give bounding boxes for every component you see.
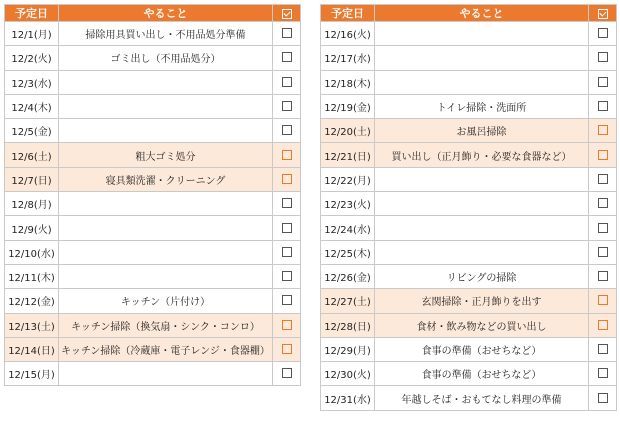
task-cell: キッチン掃除（冷蔵庫・電子レンジ・食器棚）	[59, 337, 273, 361]
check-cell	[589, 70, 617, 94]
table-row	[5, 167, 301, 191]
date-cell: 12/30(火)	[321, 362, 375, 386]
task-cell	[59, 216, 273, 240]
check-cell	[589, 240, 617, 264]
date-cell: 12/9(火)	[5, 216, 59, 240]
check-cell	[589, 362, 617, 386]
checkbox[interactable]	[598, 150, 608, 160]
checkbox[interactable]	[598, 368, 608, 378]
checkbox[interactable]	[598, 52, 608, 62]
table-row	[5, 192, 301, 216]
task-cell: トイレ掃除・洗面所	[375, 94, 589, 118]
task-cell: 寝具類洗濯・クリーニング	[59, 167, 273, 191]
check-cell	[589, 22, 617, 46]
task-cell: 食事の準備（おせちなど）	[375, 337, 589, 361]
table-row	[321, 22, 617, 46]
task-cell	[375, 240, 589, 264]
checkbox[interactable]	[282, 101, 292, 111]
date-cell: 12/12(金)	[5, 289, 59, 313]
checkbox[interactable]	[598, 393, 608, 403]
checkbox[interactable]	[282, 52, 292, 62]
check-cell	[589, 216, 617, 240]
check-cell	[273, 289, 301, 313]
task-cell: リビングの掃除	[375, 264, 589, 288]
task-cell	[375, 46, 589, 70]
check-cell	[273, 313, 301, 337]
task-cell: 掃除用具買い出し・不用品処分準備	[59, 22, 273, 46]
task-cell: 食事の準備（おせちなど）	[375, 362, 589, 386]
table-row	[5, 22, 301, 46]
table-row	[321, 216, 617, 240]
table-row	[321, 264, 617, 288]
table-row	[321, 143, 617, 167]
table-row	[321, 167, 617, 191]
table-row	[5, 119, 301, 143]
checkbox[interactable]	[598, 174, 608, 184]
date-cell: 12/31(水)	[321, 386, 375, 410]
check-cell	[273, 94, 301, 118]
date-cell: 12/28(日)	[321, 313, 375, 337]
date-cell: 12/1(月)	[5, 22, 59, 46]
checkmark-icon	[282, 9, 292, 19]
date-cell: 12/17(水)	[321, 46, 375, 70]
checkbox[interactable]	[282, 198, 292, 208]
checkbox[interactable]	[282, 150, 292, 160]
date-cell: 12/7(日)	[5, 167, 59, 191]
task-cell: 食材・飲み物などの買い出し	[375, 313, 589, 337]
table-row	[5, 240, 301, 264]
checkbox[interactable]	[598, 28, 608, 38]
task-cell	[59, 119, 273, 143]
date-cell: 12/23(火)	[321, 192, 375, 216]
date-cell: 12/8(月)	[5, 192, 59, 216]
table-row	[5, 46, 301, 70]
task-cell	[59, 264, 273, 288]
checkbox[interactable]	[282, 223, 292, 233]
date-cell: 12/2(火)	[5, 46, 59, 70]
date-cell: 12/19(金)	[321, 94, 375, 118]
task-column-header: やること	[375, 5, 589, 22]
table-row	[321, 192, 617, 216]
task-cell: お風呂掃除	[375, 119, 589, 143]
table-row	[321, 337, 617, 361]
date-column-header: 予定日	[5, 5, 59, 22]
check-column-header	[589, 5, 617, 22]
task-cell	[375, 22, 589, 46]
date-column-header: 予定日	[321, 5, 375, 22]
checkbox[interactable]	[598, 198, 608, 208]
date-cell: 12/4(木)	[5, 94, 59, 118]
table-row	[5, 94, 301, 118]
checkbox[interactable]	[598, 247, 608, 257]
check-cell	[589, 289, 617, 313]
table-row	[5, 264, 301, 288]
check-cell	[273, 216, 301, 240]
check-cell	[273, 240, 301, 264]
task-cell	[59, 94, 273, 118]
task-cell	[59, 362, 273, 386]
check-cell	[273, 167, 301, 191]
schedule-table-right	[320, 4, 617, 411]
table-row	[5, 362, 301, 386]
check-cell	[589, 313, 617, 337]
table-row	[321, 240, 617, 264]
checkbox[interactable]	[282, 368, 292, 378]
table-row	[321, 386, 617, 410]
task-column-header: やること	[59, 5, 273, 22]
check-cell	[273, 46, 301, 70]
table-row	[5, 70, 301, 94]
task-cell	[375, 167, 589, 191]
date-cell: 12/26(金)	[321, 264, 375, 288]
date-cell: 12/20(土)	[321, 119, 375, 143]
check-cell	[273, 337, 301, 361]
checkbox[interactable]	[282, 28, 292, 38]
table-row	[321, 362, 617, 386]
check-cell	[273, 192, 301, 216]
check-cell	[273, 119, 301, 143]
date-cell: 12/6(土)	[5, 143, 59, 167]
checkbox[interactable]	[598, 344, 608, 354]
check-cell	[589, 167, 617, 191]
table-row	[321, 94, 617, 118]
table-row	[321, 289, 617, 313]
checkbox[interactable]	[282, 271, 292, 281]
check-cell	[589, 192, 617, 216]
task-cell: 買い出し（正月飾り・必要な食器など）	[375, 143, 589, 167]
task-cell: ゴミ出し（不用品処分）	[59, 46, 273, 70]
header-row	[5, 5, 301, 22]
checkbox[interactable]	[282, 77, 292, 87]
table-row	[5, 313, 301, 337]
check-cell	[273, 143, 301, 167]
date-cell: 12/13(土)	[5, 313, 59, 337]
checkbox[interactable]	[598, 295, 608, 305]
checkbox[interactable]	[282, 125, 292, 135]
schedule-table-left	[4, 4, 301, 386]
checkbox[interactable]	[598, 320, 608, 330]
check-cell	[589, 264, 617, 288]
table-row	[5, 143, 301, 167]
checkbox[interactable]	[598, 101, 608, 111]
table-row	[5, 216, 301, 240]
table-row	[5, 337, 301, 361]
date-cell: 12/25(木)	[321, 240, 375, 264]
table-row	[5, 289, 301, 313]
check-cell	[589, 46, 617, 70]
header-row	[321, 5, 617, 22]
check-cell	[589, 119, 617, 143]
date-cell: 12/27(土)	[321, 289, 375, 313]
date-cell: 12/3(水)	[5, 70, 59, 94]
checkbox[interactable]	[598, 271, 608, 281]
checkmark-icon	[598, 9, 608, 19]
check-cell	[589, 143, 617, 167]
task-cell: 粗大ゴミ処分	[59, 143, 273, 167]
check-cell	[273, 362, 301, 386]
checkbox[interactable]	[282, 320, 292, 330]
task-cell	[375, 192, 589, 216]
checkbox[interactable]	[282, 247, 292, 257]
task-cell	[59, 70, 273, 94]
date-cell: 12/5(金)	[5, 119, 59, 143]
task-cell	[375, 70, 589, 94]
table-row	[321, 119, 617, 143]
checkbox[interactable]	[282, 295, 292, 305]
date-cell: 12/11(木)	[5, 264, 59, 288]
date-cell: 12/18(木)	[321, 70, 375, 94]
table-row	[321, 46, 617, 70]
task-cell	[59, 240, 273, 264]
check-cell	[273, 264, 301, 288]
check-column-header	[273, 5, 301, 22]
check-cell	[273, 70, 301, 94]
check-cell	[589, 386, 617, 410]
date-cell: 12/10(水)	[5, 240, 59, 264]
check-cell	[589, 337, 617, 361]
checkbox[interactable]	[598, 125, 608, 135]
date-cell: 12/15(月)	[5, 362, 59, 386]
task-cell	[375, 216, 589, 240]
check-cell	[589, 94, 617, 118]
checkbox[interactable]	[282, 174, 292, 184]
task-cell: 年越しそば・おもてなし料理の準備	[375, 386, 589, 410]
checkbox[interactable]	[282, 344, 292, 354]
date-cell: 12/29(月)	[321, 337, 375, 361]
date-cell: 12/22(月)	[321, 167, 375, 191]
task-cell: キッチン（片付け）	[59, 289, 273, 313]
checkbox[interactable]	[598, 77, 608, 87]
table-row	[321, 313, 617, 337]
date-cell: 12/21(日)	[321, 143, 375, 167]
task-cell: 玄関掃除・正月飾りを出す	[375, 289, 589, 313]
task-cell: キッチン掃除（換気扇・シンク・コンロ）	[59, 313, 273, 337]
checkbox[interactable]	[598, 223, 608, 233]
date-cell: 12/14(日)	[5, 337, 59, 361]
check-cell	[273, 22, 301, 46]
table-row	[321, 70, 617, 94]
date-cell: 12/24(水)	[321, 216, 375, 240]
task-cell	[59, 192, 273, 216]
date-cell: 12/16(火)	[321, 22, 375, 46]
